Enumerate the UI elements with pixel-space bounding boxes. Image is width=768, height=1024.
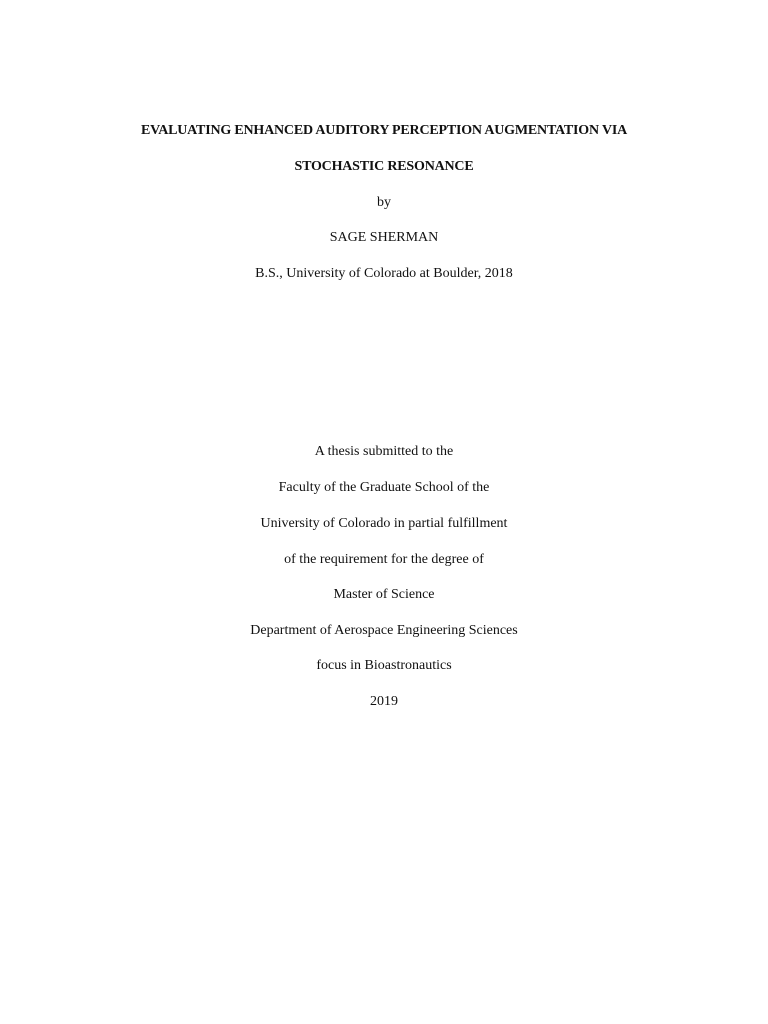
submission-line-4: of the requirement for the degree of	[284, 552, 484, 567]
thesis-title-line-2: STOCHASTIC RESONANCE	[294, 159, 474, 174]
thesis-title-line-1: EVALUATING ENHANCED AUDITORY PERCEPTION AUGMENTATION VIA	[140, 123, 628, 138]
author-name: SAGE SHERMAN	[329, 230, 439, 245]
prior-degree: B.S., University of Colorado at Boulder, 2018	[255, 266, 513, 281]
submission-line-1: A thesis submitted to the	[314, 444, 454, 459]
department: Department of Aerospace Engineering Sciences	[250, 623, 518, 638]
year: 2019	[370, 694, 398, 709]
by-label: by	[377, 195, 391, 210]
submission-line-3: University of Colorado in partial fulfillment	[260, 516, 508, 531]
focus-area: focus in Bioastronautics	[316, 658, 452, 673]
submission-line-2: Faculty of the Graduate School of the	[278, 480, 490, 495]
degree-name: Master of Science	[333, 587, 435, 602]
